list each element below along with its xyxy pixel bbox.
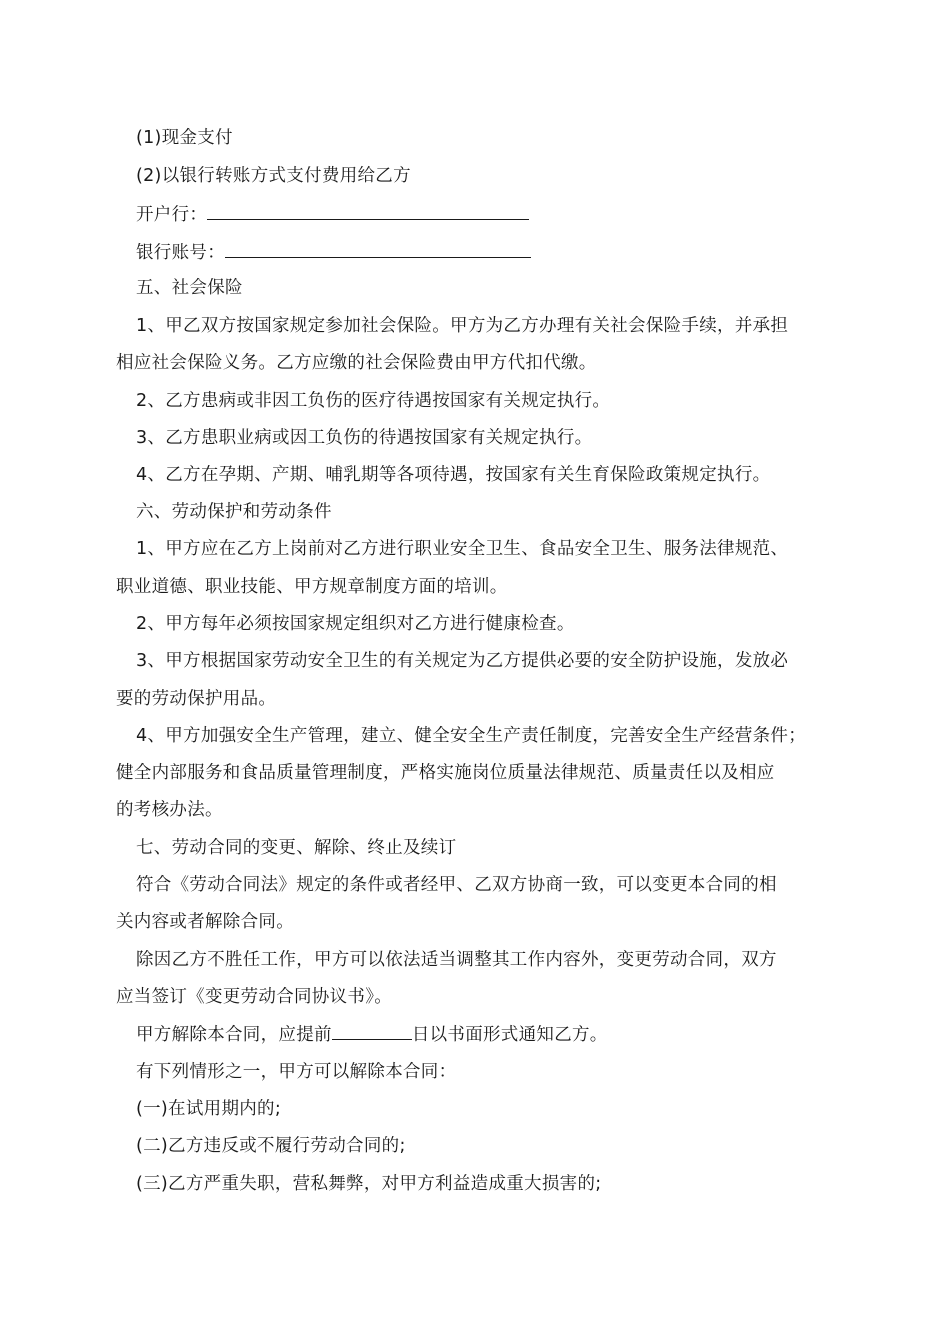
list-item: (一)在试用期内的; xyxy=(136,1099,282,1119)
notice-period-suffix: 日以书面形式通知乙方。 xyxy=(411,1025,608,1045)
paragraph-line: 2、甲方每年必须按国家规定组织对乙方进行健康检查。 xyxy=(136,614,575,634)
paragraph-line: 职业道德、职业技能、甲方规章制度方面的培训。 xyxy=(116,577,508,597)
paragraph-line: 的考核办法。 xyxy=(116,800,223,820)
paragraph-line: 关内容或者解除合同。 xyxy=(116,912,294,932)
paragraph-line: 要的劳动保护用品。 xyxy=(116,689,277,709)
paragraph-line: 符合《劳动合同法》规定的条件或者经甲、乙双方协商一致，可以变更本合同的相 xyxy=(136,875,777,895)
section-heading-contract-changes: 七、劳动合同的变更、解除、终止及续订 xyxy=(136,838,457,858)
paragraph-line: 3、乙方患职业病或因工负伤的待遇按国家有关规定执行。 xyxy=(136,428,593,448)
list-item: (三)乙方严重失职，营私舞弊，对甲方利益造成重大损害的; xyxy=(136,1174,602,1194)
bank-name-label: 开户行： xyxy=(136,205,208,225)
paragraph-line: 4、甲方加强安全生产管理，建立、健全安全生产责任制度，完善安全生产经营条件； xyxy=(136,726,807,746)
paragraph-line: 相应社会保险义务。乙方应缴的社会保险费由甲方代扣代缴。 xyxy=(116,353,597,373)
bank-account-blank xyxy=(225,240,531,258)
paragraph-line: 3、甲方根据国家劳动安全卫生的有关规定为乙方提供必要的安全防护设施，发放必 xyxy=(136,651,789,671)
bank-name-blank xyxy=(207,202,529,220)
paragraph-line: 有下列情形之一，甲方可以解除本合同： xyxy=(136,1062,457,1082)
bank-name-row xyxy=(116,202,866,227)
notice-period-prefix: 甲方解除本合同，应提前 xyxy=(136,1025,332,1045)
notice-period-row xyxy=(116,1022,866,1047)
section-heading-social-insurance: 五、社会保险 xyxy=(136,278,243,298)
paragraph-line: 除因乙方不胜任工作，甲方可以依法适当调整其工作内容外，变更劳动合同，双方 xyxy=(136,950,777,970)
bank-account-row xyxy=(116,240,866,265)
section-heading-labor-protection: 六、劳动保护和劳动条件 xyxy=(136,502,332,522)
paragraph-line: 1、甲方应在乙方上岗前对乙方进行职业安全卫生、食品安全卫生、服务法律规范、 xyxy=(136,539,789,559)
paragraph-line: 1、甲乙双方按国家规定参加社会保险。甲方为乙方办理有关社会保险手续，并承担 xyxy=(136,316,789,336)
paragraph-line: 应当签订《变更劳动合同协议书》。 xyxy=(116,987,393,1007)
payment-option-transfer: (2)以银行转账方式支付费用给乙方 xyxy=(136,166,411,186)
bank-account-label: 银行账号： xyxy=(136,243,225,263)
notice-days-blank xyxy=(332,1022,412,1040)
list-item: (二)乙方违反或不履行劳动合同的; xyxy=(136,1136,406,1156)
payment-option-cash: (1)现金支付 xyxy=(136,128,233,148)
paragraph-line: 4、乙方在孕期、产期、哺乳期等各项待遇，按国家有关生育保险政策规定执行。 xyxy=(136,465,771,485)
paragraph-line: 健全内部服务和食品质量管理制度，严格实施岗位质量法律规范、质量责任以及相应 xyxy=(116,763,775,783)
paragraph-line: 2、乙方患病或非因工负伤的医疗待遇按国家有关规定执行。 xyxy=(136,391,611,411)
